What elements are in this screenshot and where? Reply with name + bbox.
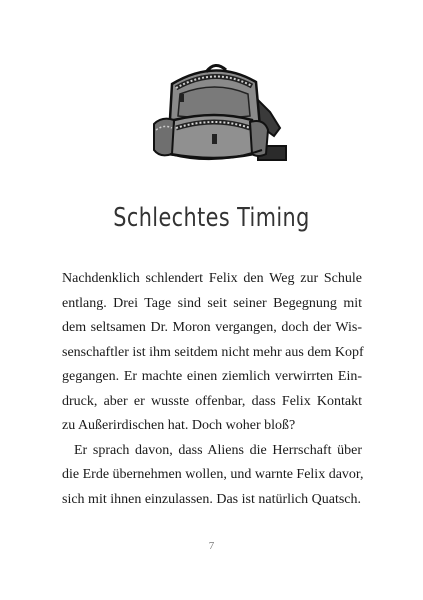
body-line: die Erde übernehmen wollen, und warnte Felix davor, [62, 467, 364, 482]
backpack-icon [140, 50, 290, 175]
backpack-illustration [140, 50, 290, 175]
body-line: Er sprach davon, dass Aliens die Herrschaft über [74, 442, 362, 458]
body-line: dem seltsamen Dr. Moron vergangen, doch der Wis- [62, 320, 362, 335]
chapter-body [62, 267, 362, 512]
body-line: zu Außerirdischen hat. Doch woher bloß? [62, 418, 296, 433]
body-line: druck, aber er wusste offenbar, dass Felix Kontakt [62, 393, 362, 409]
page-number: 7 [208, 540, 215, 552]
body-line: entlang. Drei Tage sind seit seiner Begegnung mit [62, 295, 362, 311]
body-line: Nachdenklich schlendert Felix den Weg zur Schule [62, 271, 362, 286]
chapter-title: Schlechtes Timing [113, 203, 310, 234]
body-line: sich mit ihnen einzulassen. Das ist natürlich Quatsch. [62, 491, 361, 507]
body-line: senschaftler ist ihm seitdem nicht mehr aus dem Kopf [62, 344, 364, 360]
body-line: gegangen. Er machte einen ziemlich verwirrten Ein- [62, 369, 362, 384]
